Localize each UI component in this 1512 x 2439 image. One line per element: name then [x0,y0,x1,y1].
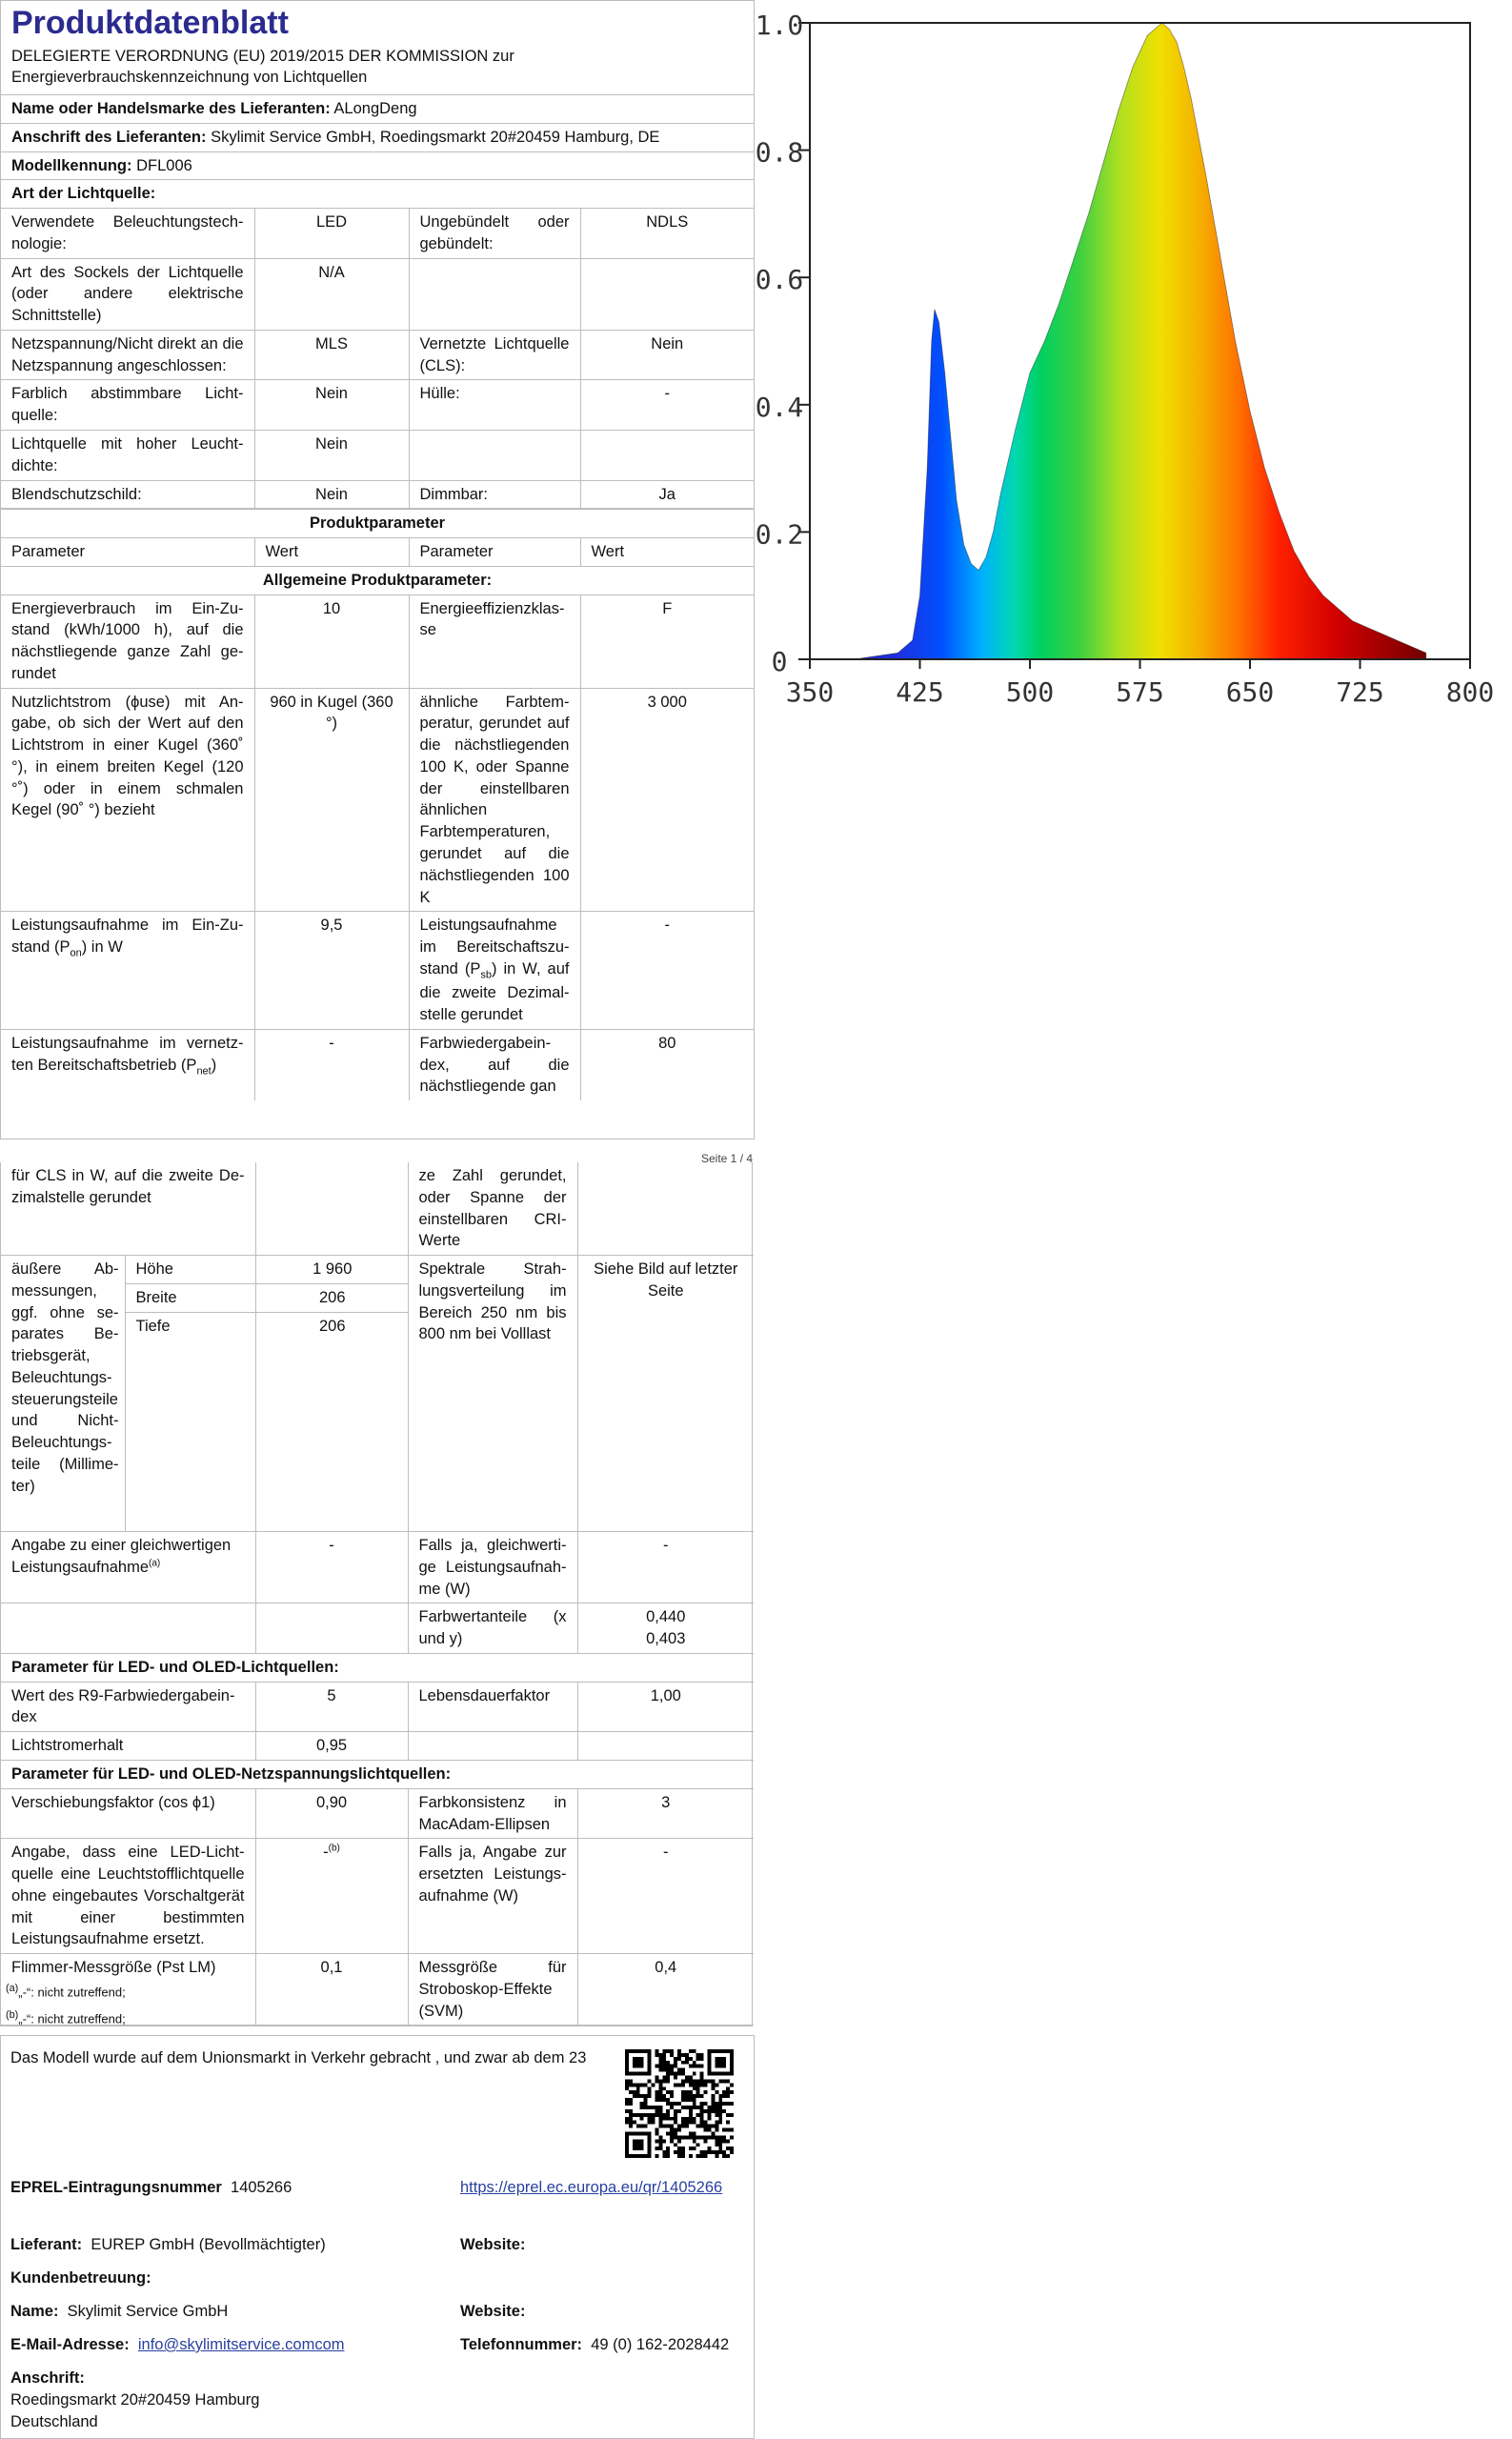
dimension-row [126,1283,409,1312]
param-value: 3 000 [580,688,754,912]
name-label: Name: [10,2303,59,2320]
param-label: Lichtstromerhalt [1,1732,255,1761]
param-value: - [577,1532,754,1603]
phone-row [460,2334,729,2356]
param-value: - [577,1839,754,1954]
eprel-row [10,2177,292,2199]
param-value: - [580,912,754,1030]
param-label: für CLS in W, auf die zweite Dezimalstelle gerundet [1,1162,255,1256]
param-value: - [254,1029,409,1100]
param-value: 10 [254,595,409,688]
param-value: Nein [254,430,409,480]
x-tick-label: 650 [1225,676,1275,708]
table-row [1,688,754,912]
continued-parameters-table [1,1162,754,2026]
dimension-name: Breite [126,1283,256,1312]
param-value: -$^{(b)}$ [255,1839,408,1954]
param-label: Farblich abstimmbare Lichtquelle: [1,380,254,431]
x-tick-label: 800 [1445,676,1495,708]
website-label-2: Website: [460,2303,526,2320]
table-row [1,1532,754,1603]
param-value [580,430,754,480]
param-label: Verschiebungsfaktor (cos ϕ1) [1,1788,255,1839]
page-number: Seite 1 / 4 [701,1152,754,1165]
param-value: NDLS [580,209,754,259]
param-value: Nein [254,480,409,509]
param-value [577,1732,754,1761]
spectrum-area [854,23,1426,659]
name-row [10,2301,228,2323]
y-tick-label: 0.4 [755,391,804,423]
eprel-label: EPREL-Eintragungsnummer [10,2179,222,2196]
param-label: Hülle: [409,380,580,431]
param-label [409,258,580,330]
param-label: Farbkonsistenz in MacAdam-Ellipsen [408,1788,577,1839]
col-parameter-1: Parameter [1,538,254,567]
col-value-2: Wert [580,538,754,567]
y-tick-label: 0.2 [755,518,804,551]
phone-label: Telefonnummer: [460,2336,583,2353]
param-value: Nein [254,380,409,431]
supplier-value: EUREP GmbH (Bevollmächtigter) [91,2236,326,2253]
name-value: Skylimit Service GmbH [67,2303,229,2320]
dimension-name: Höhe [126,1256,256,1283]
table-row [1,1029,754,1100]
regulation-text: DELEGIERTE VERORDNUNG (EU) 2019/2015 DER KOMMISSION zur Energieverbrauchskennzeichnung von Lichtquellen [1,44,754,96]
dimensions-label: äußere Abmessungen, ggf. ohne separates Betriebsgerät, Beleuchtungssteuerungsteile und Nicht-Beleuchtungsteile (Millimeter) [1,1256,125,1532]
param-label: Farbwiedergabeindex, auf die nächstliegende gan [409,1029,580,1100]
email-link[interactable]: info@skylimitservice.comcom [137,2336,345,2353]
param-value: 0,90 [255,1788,408,1839]
table-row [1,912,754,1030]
param-label: Nutzlichtstrom (ϕuse) mit Angabe, ob sich der Wert auf den Lichtstrom in einer Kugel (360˚ °), in einem breiten Kegel (120 °˚) oder in einem schmalen Kegel (90˚ °) bezieht [1,688,254,912]
eprel-link[interactable]: https://eprel.ec.europa.eu/qr/1405266 [460,2179,723,2196]
customer-care-label: Kundenbetreuung: [10,2269,151,2287]
spectral-distribution-chart [755,10,1507,736]
phone-value: 49 (0) 162-2028442 [591,2336,730,2353]
dimension-row [126,1312,409,1531]
dimensions-row [1,1256,754,1532]
model-label: Modellkennung: [11,156,132,174]
x-tick-label: 725 [1336,676,1384,708]
table-row [1,380,754,431]
table-row [1,258,754,330]
param-label: Falls ja, Angabe zur ersetzten Leistungsaufnahme (W) [408,1839,577,1954]
x-tick-label: 500 [1005,676,1055,708]
param-value: F [580,595,754,688]
table-row [1,1732,754,1761]
param-label: ähnliche Farbtemperatur, gerundet auf die nächstliegenden 100 K, oder Spanne der einstellbaren ähnlichen Farbtemperaturen, gerundet auf die nächstliegenden 100 K [409,688,580,912]
datasheet-page-1 [0,0,755,1139]
led-parameters-heading: Parameter für LED- und OLED-Lichtquellen: [1,1653,754,1682]
param-label: Angabe zu einer gleichwertigen Leistungsaufnahme$^{(a)}$ [1,1532,255,1603]
market-text: Das Modell wurde auf dem Unionsmarkt in Verkehr gebracht , und zwar ab dem 23 [10,2049,587,2066]
dimensions-table [126,1256,409,1531]
param-value [255,1162,408,1256]
address-line-1: Roedingsmarkt 20#20459 Hamburg [10,2391,260,2409]
page-title: Produktdatenblatt [11,5,289,41]
param-value: Nein [580,330,754,380]
param-value: 1,00 [577,1682,754,1732]
y-tick-label: 0.6 [755,264,804,296]
param-value: N/A [254,258,409,330]
table-row [1,430,754,480]
param-label: Leistungsaufnahme im Ein-Zustand $(P_{on})$ in W [1,912,254,1030]
dimension-value: 206 [256,1283,409,1312]
param-label: Ungebündelt oder gebündelt: [409,209,580,259]
y-tick-label: 0.8 [755,136,804,169]
y-tick-label: 1.0 [755,10,804,41]
param-label: Energieverbrauch im Ein-Zustand (kWh/1000 h), auf die nächstliegende ganze Zahl gerundet [1,595,254,688]
param-label: Lichtquelle mit hoher Leuchtdichte: [1,430,254,480]
email-label: E-Mail-Adresse: [10,2336,130,2353]
param-value: Ja [580,480,754,509]
param-label: ze Zahl gerundet, oder Spanne der einstellbaren CRI-Werte [408,1162,577,1256]
qr-code-icon[interactable] [625,2047,734,2160]
address-value: Skylimit Service GmbH, Roedingsmarkt 20#20459 Hamburg, DE [211,128,660,146]
param-label: Messgröße für Stroboskop-Effekte (SVM) [408,1954,577,2026]
param-value: 9,5 [254,912,409,1030]
chroma-value: 0,440 0,403 [577,1603,754,1654]
eprel-value: 1405266 [231,2179,292,2196]
supplier-value: ALongDeng [333,100,417,118]
param-label: Falls ja, gleichwertige Leistungsaufnahme (W) [408,1532,577,1603]
chart-svg [755,10,1507,736]
address-label: Anschrift des Lieferanten: [11,128,207,146]
param-value [255,1603,408,1654]
param-value: 5 [255,1682,408,1732]
table-row [1,209,754,259]
dimensions-cell [125,1256,408,1532]
param-label: Blendschutzschild: [1,480,254,509]
param-value [577,1162,754,1256]
supplier-row [10,2234,326,2256]
param-label: Netzspannung/Nicht direkt an die Netzspannung angeschlossen: [1,330,254,380]
col-value-1: Wert [254,538,409,567]
model-value: DFL006 [136,156,192,174]
model-row [1,152,754,181]
param-label: Energieeffizienzklasse [409,595,580,688]
y-tick-label: 0 [771,646,788,677]
param-value: 0,1 [255,1954,408,2026]
address-row [1,124,754,152]
product-parameters-table [1,509,754,1100]
col-parameter-2: Parameter [409,538,580,567]
table-row [1,1603,754,1654]
website-label: Website: [460,2236,526,2253]
type-heading: Art der Lichtquelle: [11,185,156,203]
table-row [1,330,754,380]
param-value: 3 [577,1788,754,1839]
dimension-row [126,1256,409,1283]
param-value: - [580,380,754,431]
footnote-b: $^{(b)}$„-“: nicht zutreffend; [6,2009,126,2026]
param-label: Lebensdauerfaktor [408,1682,577,1732]
supplier-label: Lieferant: [10,2236,83,2253]
param-label: Dimmbar: [409,480,580,509]
table-row [1,1788,754,1839]
table-row [1,1839,754,1954]
mains-parameters-heading: Parameter für LED- und OLED-Netzspannungslichtquellen: [1,1760,754,1788]
param-label: Wert des R9-Farbwiedergabeindex [1,1682,255,1732]
product-parameters-heading: Produktparameter [1,510,754,538]
dimension-value: 206 [256,1312,409,1531]
param-value: 80 [580,1029,754,1100]
table-row [1,1682,754,1732]
param-value: 0,95 [255,1732,408,1761]
table-row [1,1162,754,1256]
email-row [10,2334,345,2356]
param-label [408,1732,577,1761]
param-value: 960 in Kugel (360 °) [254,688,409,912]
table-row [1,480,754,509]
dimension-value: 1 960 [256,1256,409,1283]
param-label [409,430,580,480]
param-label: Leistungsaufnahme im Bereitschaftszustand $(P_{sb})$ in W, auf die zweite Dezimalstelle gerundet [409,912,580,1030]
spectral-value: Siehe Bild auf letzter Seite [577,1256,754,1532]
param-value: MLS [254,330,409,380]
param-label: Angabe, dass eine LED-Lichtquelle eine Leuchtstofflichtquelle ohne eingebautes Vorschaltgerät mit einer bestimmten Leistungsaufnahme ersetzt. [1,1839,255,1954]
table-row [1,595,754,688]
param-value [580,258,754,330]
supplier-label: Name oder Handelsmarke des Lieferanten: [11,100,331,118]
supplier-row [1,95,754,124]
param-label: Vernetzte Lichtquelle (CLS): [409,330,580,380]
param-label: Flimmer-Messgröße (Pst LM) [1,1954,255,2026]
param-label: Verwendete Beleuchtungstechnologie: [1,209,254,259]
chroma-label: Farbwertanteile (x und y) [408,1603,577,1654]
footnote-a: $^{(a)}$„-“: nicht zutreffend; [6,1983,126,2000]
spectral-label: Spektrale Strahlungsverteilung im Bereich 250 nm bis 800 nm bei Volllast [408,1256,577,1532]
param-label [1,1603,255,1654]
param-label: Leistungsaufnahme im vernetzten Bereitschaftsbetrieb $(P_{net})$ [1,1029,254,1100]
param-value: LED [254,209,409,259]
address-line-2: Deutschland [10,2413,98,2430]
x-tick-label: 425 [896,676,944,708]
light-source-type-table [1,208,754,509]
dimension-name: Tiefe [126,1312,256,1531]
param-value: 0,4 [577,1954,754,2026]
param-value: - [255,1532,408,1603]
x-tick-label: 575 [1116,676,1164,708]
param-label: Art des Sockels der Lichtquelle (oder andere elektrische Schnittstelle) [1,258,254,330]
address-label: Anschrift: [10,2369,85,2387]
datasheet-page-2 [0,1162,753,2026]
general-parameters-heading: Allgemeine Produktparameter: [1,566,754,595]
x-tick-label: 350 [785,676,835,708]
